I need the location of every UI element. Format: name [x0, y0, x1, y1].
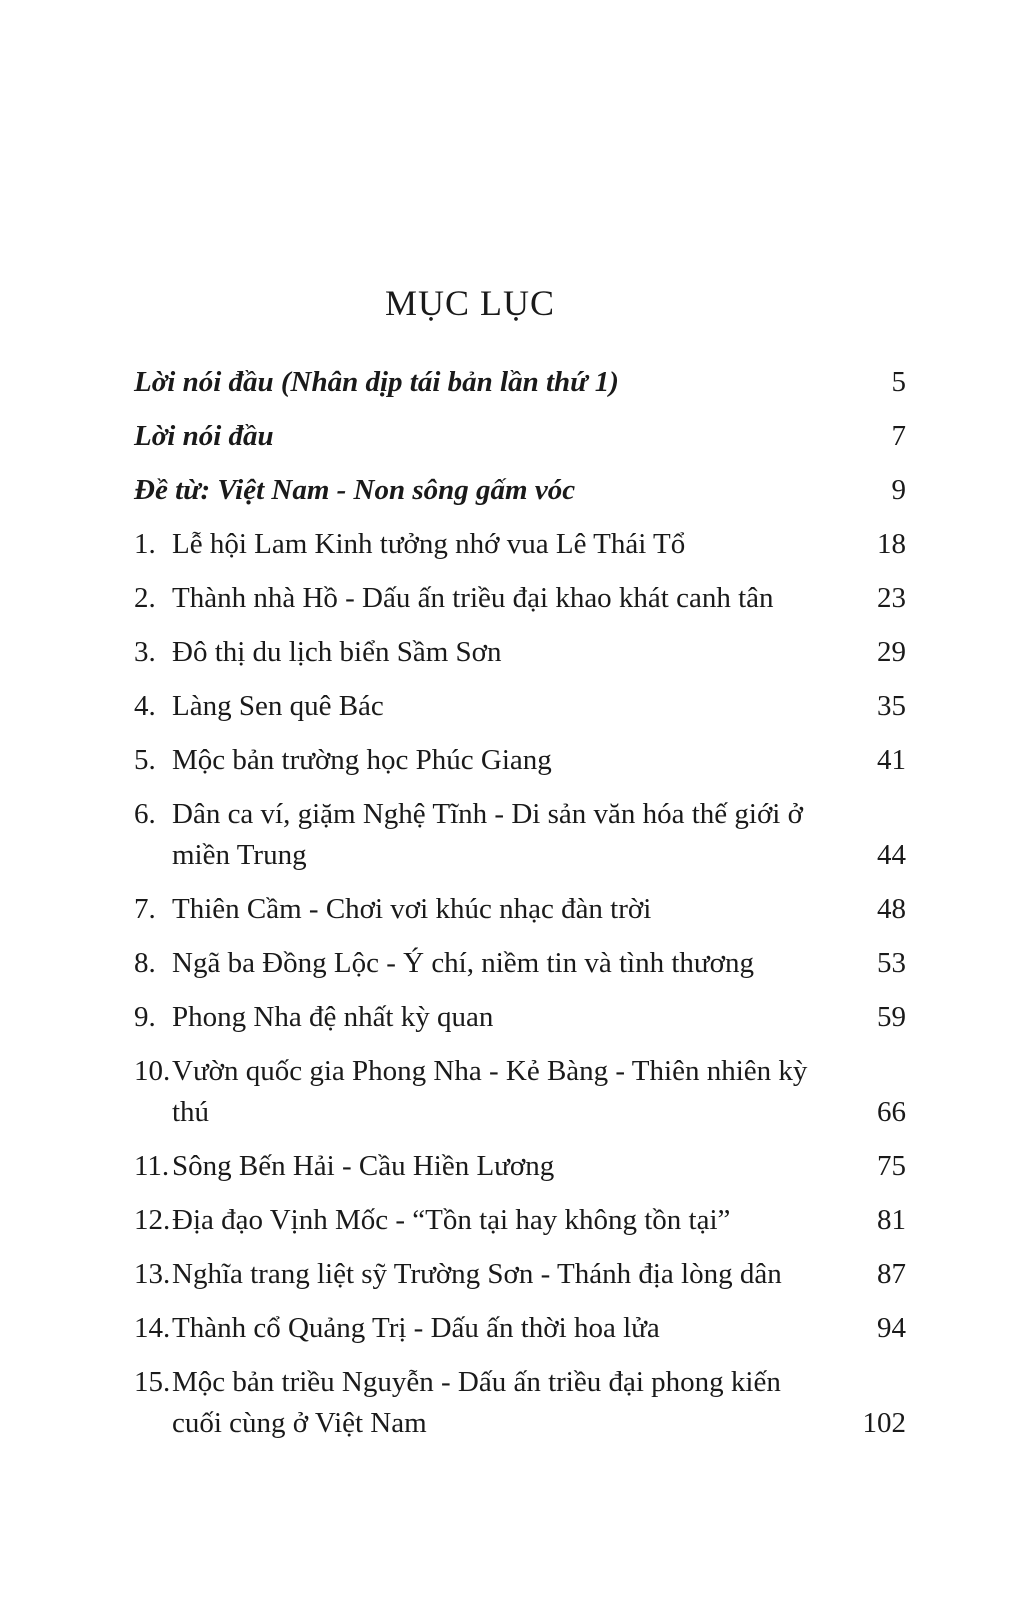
toc-entry[interactable] — [134, 1051, 906, 1133]
toc-entry-title: Đô thị du lịch biển Sầm Sơn — [172, 636, 502, 668]
toc-entry-title: Phong Nha đệ nhất kỳ quan — [172, 1001, 494, 1033]
toc-entry-number: 6. — [134, 798, 156, 830]
toc-front-entry[interactable] — [134, 362, 906, 403]
toc-entry-number: 13. — [134, 1258, 171, 1290]
toc-entry-title: Làng Sen quê Bác — [172, 690, 384, 722]
toc-entry-number: 9. — [134, 1001, 156, 1033]
toc-front-entry[interactable] — [134, 470, 906, 511]
toc-entry-title: Mộc bản triều Nguyễn - Dấu ấn triều đại phong kiến cuối cùng ở Việt Nam — [172, 1366, 781, 1439]
toc-page-number: 44 — [877, 839, 906, 871]
toc-page-number: 81 — [877, 1204, 906, 1236]
toc-entry[interactable] — [134, 1362, 906, 1444]
toc-page-number: 102 — [862, 1407, 906, 1439]
toc-entry-number: 7. — [134, 893, 156, 925]
toc-entry[interactable] — [134, 889, 906, 930]
toc-entry[interactable] — [134, 524, 906, 565]
toc-page-number: 23 — [877, 582, 906, 614]
toc-entry-title: Lời nói đầu — [134, 420, 274, 452]
toc-page-number: 94 — [877, 1312, 906, 1344]
toc-entry-title: Lời nói đầu (Nhân dịp tái bản lần thứ 1) — [134, 366, 619, 398]
toc-page-number: 59 — [877, 1001, 906, 1033]
table-of-contents — [134, 362, 906, 1457]
toc-entry-title: Lễ hội Lam Kinh tưởng nhớ vua Lê Thái Tổ — [172, 528, 686, 560]
toc-entry-title: Địa đạo Vịnh Mốc - “Tồn tại hay không tồn tại” — [172, 1204, 731, 1236]
toc-entry-number: 1. — [134, 528, 156, 560]
toc-page-number: 48 — [877, 893, 906, 925]
toc-entry-number: 12. — [134, 1204, 171, 1236]
toc-entry-number: 10. — [134, 1055, 171, 1087]
toc-entry[interactable] — [134, 740, 906, 781]
toc-entry-number: 11. — [134, 1150, 170, 1182]
toc-entry-number: 3. — [134, 636, 156, 668]
toc-entry[interactable] — [134, 1254, 906, 1295]
toc-entry[interactable] — [134, 686, 906, 727]
toc-front-entry[interactable] — [134, 416, 906, 457]
toc-entry[interactable] — [134, 632, 906, 673]
toc-entry[interactable] — [134, 997, 906, 1038]
toc-entry-number: 4. — [134, 690, 156, 722]
toc-entry[interactable] — [134, 1200, 906, 1241]
toc-entry-title: Vườn quốc gia Phong Nha - Kẻ Bàng - Thiên nhiên kỳ thú — [172, 1055, 808, 1128]
toc-page-number: 53 — [877, 947, 906, 979]
toc-entry-number: 14. — [134, 1312, 171, 1344]
page-title: MỤC LỤC — [384, 283, 556, 323]
toc-entry-title: Dân ca ví, giặm Nghệ Tĩnh - Di sản văn hóa thế giới ở miền Trung — [172, 798, 803, 871]
toc-page-number: 7 — [891, 420, 906, 452]
toc-page-number: 35 — [877, 690, 906, 722]
toc-entry-number: 5. — [134, 744, 156, 776]
toc-entry-title: Sông Bến Hải - Cầu Hiền Lương — [172, 1150, 555, 1182]
toc-entry-title: Mộc bản trường học Phúc Giang — [172, 744, 552, 776]
toc-page-number: 75 — [877, 1150, 906, 1182]
toc-page-number: 18 — [877, 528, 906, 560]
toc-entry-title: Thiên Cầm - Chơi vơi khúc nhạc đàn trời — [172, 893, 652, 925]
toc-entry-number: 15. — [134, 1366, 171, 1398]
toc-entry-number: 2. — [134, 582, 156, 614]
toc-entry[interactable] — [134, 1308, 906, 1349]
toc-entry-number: 8. — [134, 947, 156, 979]
toc-entry-title: Nghĩa trang liệt sỹ Trường Sơn - Thánh địa lòng dân — [172, 1258, 782, 1290]
toc-entry-title: Đề từ: Việt Nam - Non sông gấm vóc — [134, 474, 576, 506]
toc-page-number: 66 — [877, 1096, 906, 1128]
toc-entry[interactable] — [134, 794, 906, 876]
toc-entry[interactable] — [134, 1146, 906, 1187]
toc-entry-title: Thành cổ Quảng Trị - Dấu ấn thời hoa lửa — [172, 1312, 660, 1344]
toc-entry[interactable] — [134, 943, 906, 984]
toc-page-number: 87 — [877, 1258, 906, 1290]
toc-page-number: 41 — [877, 744, 906, 776]
toc-page-number: 5 — [891, 366, 906, 398]
toc-entry-title: Ngã ba Đồng Lộc - Ý chí, niềm tin và tình thương — [172, 947, 754, 979]
toc-page-number: 29 — [877, 636, 906, 668]
toc-entry[interactable] — [134, 578, 906, 619]
toc-page-number: 9 — [891, 474, 906, 506]
toc-entry-title: Thành nhà Hồ - Dấu ấn triều đại khao khát canh tân — [172, 582, 774, 614]
